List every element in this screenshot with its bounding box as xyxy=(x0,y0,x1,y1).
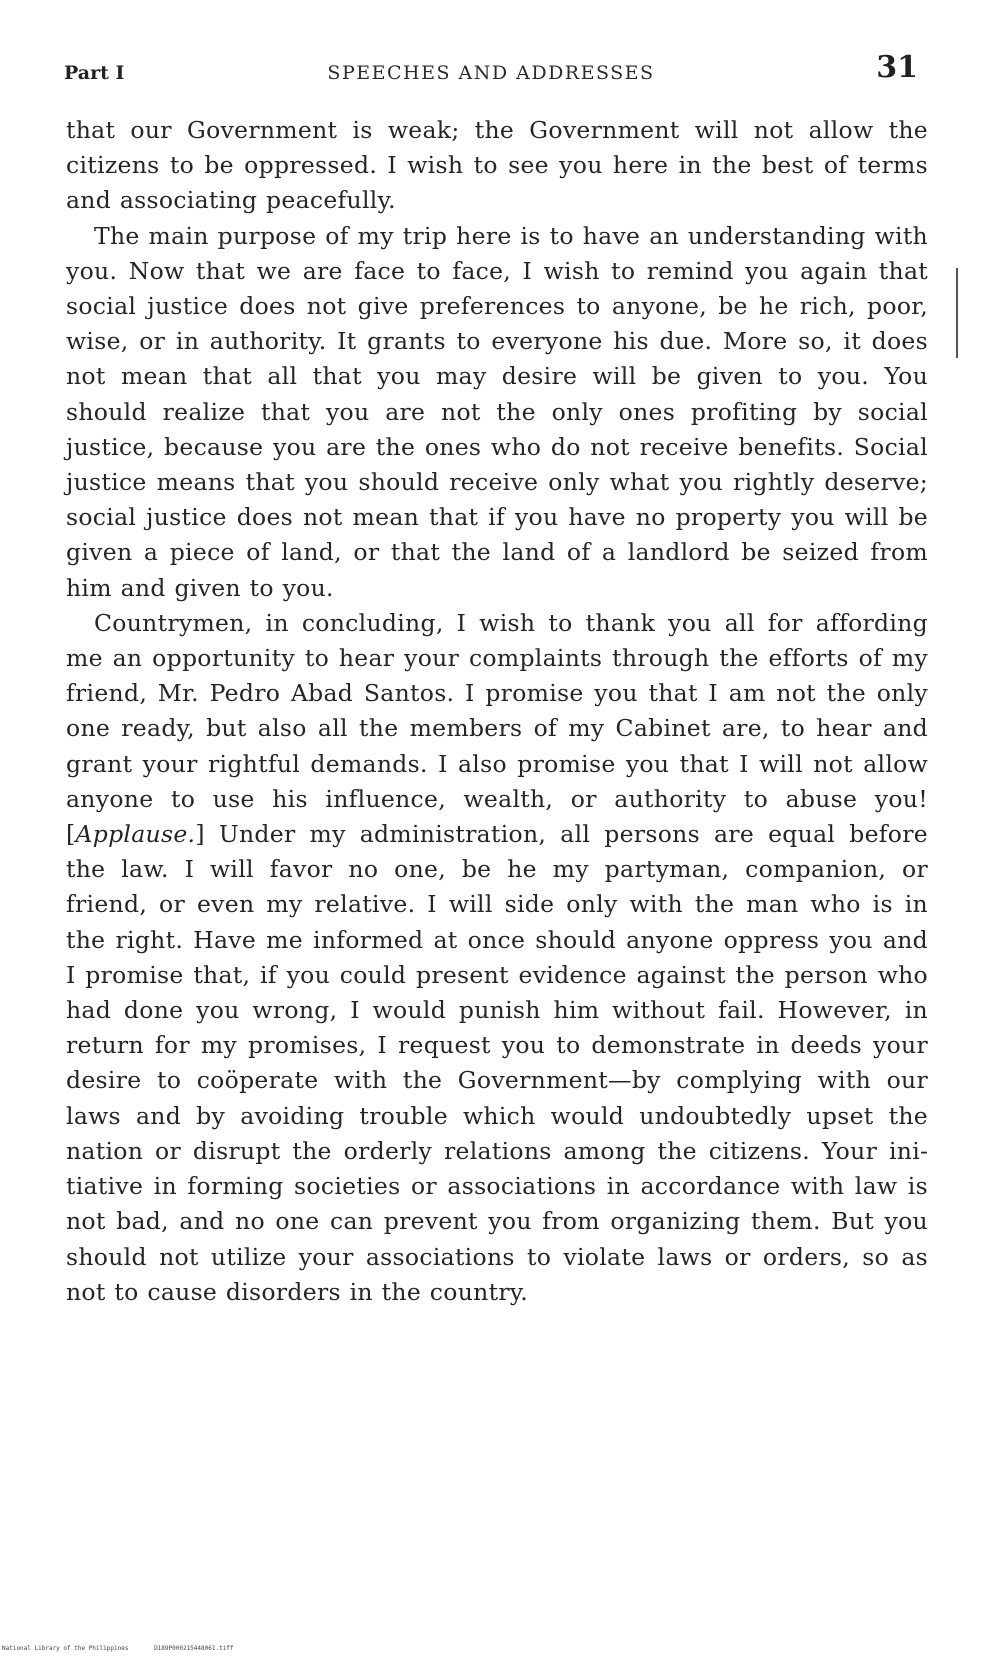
paragraph-3 xyxy=(66,606,928,1310)
paragraph-3-end: ] Under my administration, all persons are equal before the law. I will favor no one, be he my partyman, companion, or friend, or even my relative. I will side only with the man who is in the right. Have me informed at once should anyone oppress you and I promise that, if you could present evidence against the person who had done you wrong, I would punish him without fail. However, in return for my promises, I request you to demonstrate in deeds your desire to coöperate with the Government—by complying with our laws and by avoiding trouble which would undoubtedly upset the nation or disrupt the orderly relations among the citizens. Your initiative in forming societies or associations in accordance with law is not bad, and no one can prevent you from organizing them. But you should not utilize your associations to violate laws or orders, so as not to cause disorders in the country. xyxy=(66,820,928,1306)
margin-bracket-mark xyxy=(956,268,958,358)
body-text xyxy=(66,113,928,1310)
scan-filename: D189P000215448061.tiff xyxy=(154,1645,234,1652)
part-label: Part I xyxy=(64,62,125,84)
paragraph-1: that our Government is weak; the Government will not allow the citizens to be oppressed. I wish to see you here in the best of terms and associating peacefully. xyxy=(66,116,928,215)
paragraph-3-start: Countrymen, in concluding, I wish to thank you all for affording me an opportunity to hear your complaints through the efforts of my friend, Mr. Pedro Abad Santos. I promise you that I am not the only one ready, but also all the members of my Cabinet are, to hear and grant your rightful demands. I also promise you that I will not allow anyone to use his influence, wealth, or authority to abuse you! [ xyxy=(66,608,928,849)
paragraph-2: The main purpose of my trip here is to have an understanding with you. Now that we are face to face, I wish to remind you again that social justice does not give preferences to anyone, be he rich, poor, wise, or in authority. It grants to everyone his due. More so, it does not mean that all that you may desire will be given to you. You should realize that you are not the only ones profiting by social justice, because you are the ones who do not receive benefits. Social justice means that you should receive only what you rightly deserve; social justice does not mean that if you have no property you will be given a piece of land, or that the land of a landlord be seized from him and given to you. xyxy=(66,221,928,602)
library-credit: National Library of the Philippines xyxy=(2,1645,129,1652)
page-header xyxy=(64,50,918,90)
scan-footer xyxy=(2,1645,234,1652)
running-title: SPEECHES AND ADDRESSES xyxy=(327,62,655,84)
applause-note: Applause. xyxy=(75,820,196,849)
page-number: 31 xyxy=(876,50,918,85)
